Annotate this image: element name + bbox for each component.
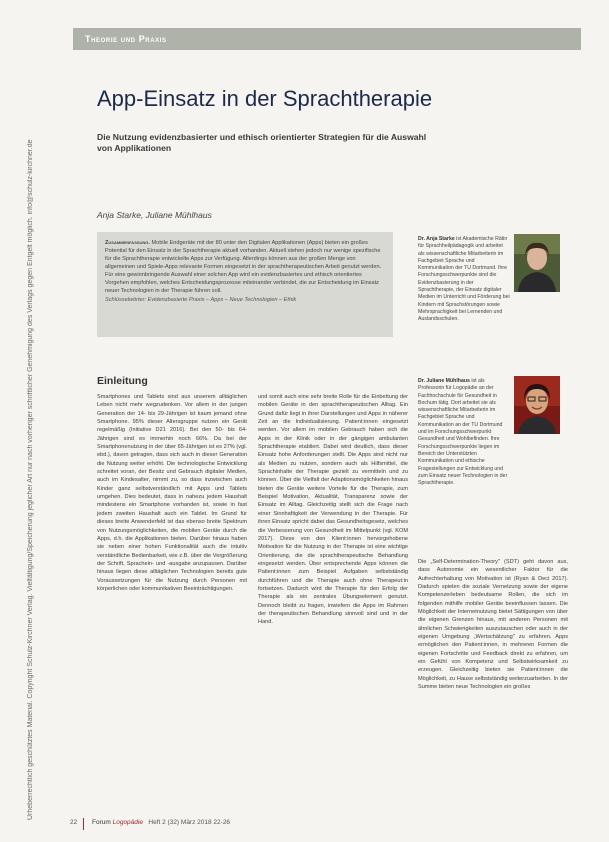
- body-column-1: Smartphones und Tablets sind aus unserem alltäglichen Leben nicht mehr wegzudenken. Vor allem in der jungen Generation der 14- bis 29-Jährigen ist kaum jemand ohne Smartphone. 95% dieser Altersgruppe nutzen ein Gerät regelmäßig (Initiative D21 2016). Bei den 50- bis 64-Jährigen sind es immerhin noch 66%. Da bei der Smartphonenutzung in der über 65-Jährigen ist es 27% (vgl. ebd.), davon getragen, dass sich auch in dieser Generation die Nutzung weiter erhöht. Die technologische Entwicklung schreitet voran, der Besitz und Gebrauch digitaler Medien, auch im Kindesalter, nimmt zu, so dass inzwischen auch Kinder ganz selbstverständlich mit Apps und Tablets umgehen. Dies bedeutet, dass in nahezu jedem Haushalt mindestens ein Smartphone vorhanden ist, sowie in fast jedem zweiten Haushalt auch ein Tablet. Im Grund für dieses breite Anwenderfeld ist das ebenso breite Spektrum von Nutzungsmöglichkeiten, die mobilen Geräte durch die Apps, d.h. die Applikationen bieten. Darüber hinaus haben sie neben einer hohen Funktionalität auch die intuitiv verständliche Bedienbarkeit, wie z.B. über die Vergrößerung der Schrift, Sprachein- und -ausgabe anzupassen. Darüber hinaus liegen diese alltäglichen Technologien bereits gute Voraussetzungen für die Nutzung durch Personen mit körperlichen oder kommunikativen Beeinträchtigungen.: [97, 394, 247, 592]
- article-subtitle: Die Nutzung evidenzbasierter und ethisch orientierter Strategien für die Auswahl von Applikationen: [97, 132, 427, 153]
- author-bio-2-text: ist als Professorin für Logopädie an der Fachhochschule für Gesundheit in Bochum tätig. Dort arbeitet sie als wissenschaftliche Mitarbeiterin im Fachgebiet Sprache und Kommunikation an der TU Dortmund und im Forschungsschwerpunkt Gesundheit und Wohlbefinden. Ihre Forschungsschwerpunkte liegen im Bereich der Unterstützten Kommunikation und ethische Fragestellungen zur Entwicklung und zum Einsatz neuer Technologien in der Sprachtherapie.: [418, 378, 508, 487]
- abstract-label: Zusammenfassung.: [105, 240, 150, 246]
- article-title: App-Einsatz in der Sprachtherapie: [97, 86, 433, 111]
- abstract-keywords: Schlüsselwörter: Evidenzbasierte Praxis – Apps – Neue Technologien – Ethik: [105, 297, 297, 303]
- body-column-3: Die „Self-Determination-Theory" (SDT) geht davon aus, dass Autonomie ein wesentlicher Faktor für die Aufrechterhaltung von Motivation ist (Ryan & Deci 2017). Dadurch spielen die soziale Vernetzung sowie der eigene Kompetenzerleben bedeutsame Rollen, die sich im folgenden mithilfe mobiler Geräte beeinflussen lassen. Die Möglichkeit der Internetnutzung bietet Sättigungen von über die eigenen Grenzen hinaus, mit anderen Personen mit ähnlichen Schwierigkeiten auszutauschen oder auch in der eigenen Umgebung „Wertschätzung" zu erfahren. Apps ermöglichen den Patient:innen, in mehreren Formen die eigenen Fortschritte und Feedback direkt zu erfahren, um ein Gefühl von Kompetenz und Selbstwirksamkeit zu erzeugen. Gleichzeitig bieten sie Patient:innen die Möglichkeit, zu Hause selbstständig weiterzuarbeiten. In der Summe bieten neue Technologien ein großes: [418, 559, 568, 691]
- author-bio-1-text: ist Akademische Rätin für Sprachheilpädagogik und arbeitet als wissenschaftliche Mitarbeiterin im Fachgebiet Sprache und Kommunikation der TU Dortmund. Ihre Forschungsschwerpunkte sind die Evidenzbasierung in der Sprachtherapie, der Einsatz digitaler Medien im Unterricht und Förderung bei Kindern mit Sprachstörungen sowie Mehrsprachigkeit bei Lernenden und Auslandsschulen.: [418, 236, 510, 323]
- author-bio-2: [418, 378, 510, 487]
- author-bio-2-name: Dr. Juliane Mühlhaus: [418, 378, 470, 384]
- author-bio-1-continued: [418, 292, 588, 366]
- journal-name-a: Forum: [92, 819, 111, 826]
- issue-info: Heft 2 (32) März 2018 22-26: [148, 819, 231, 826]
- author-bio-1-name: Dr. Anja Starke: [418, 236, 455, 242]
- copyright-notice: Urheberrechtlich geschütztes Material. Copyright Schulz-Kirchner Verlag. Vielfältigung/Speicherung jeglicher Art nur nach vorheriger schriftlicher Genehmigung des Verlags gegen Entgelt möglich. info@schulz-kirchner.de: [27, 139, 34, 820]
- section-label: Theorie und Praxis: [73, 28, 581, 50]
- page-number: 22: [70, 819, 78, 826]
- journal-name-b: Logopädie: [112, 819, 143, 826]
- abstract-box: [97, 232, 393, 337]
- author-bio-1: [418, 236, 510, 323]
- article-authors: Anja Starke, Juliane Mühlhaus: [97, 210, 212, 220]
- author-photo-2: [514, 376, 560, 434]
- author-photo-1: [514, 234, 560, 292]
- section-heading: Einleitung: [97, 375, 148, 387]
- body-column-2: und somit auch eine sehr breite Rolle für die Einbettung der mobilen Geräte in den sprachtherapeutischen Alltag. Ein Grund dafür liegt in ihrer Darstellungen und Apps in näherer Zeit an die Individualisierung. Patient:innen eingesetzt werden. Vor allem im mobilen Gebrauch haben sich die Apps in der Klinik oder in der gängigen ambulanten Sprachtherapie etabliert. Dabei wird deutlich, dass dieser Einsatz hohe Anforderungen stellt. Die Apps sind nicht nur als Medien zu nutzen, sondern auch als Hilfsmittel, die Sprachinhalte der Therapie gezielt zu vermitteln und zu können. Über die Vielfalt der Adaptionsmöglichkeiten hinaus bieten die Geräte weitere Vorteile für die Therapie, zum Beispiel Motivation, Aktualität, Transparenz sowie der Einsatz im Alltag. Gleichzeitig stellt sich die Frage nach einer Sinnhaftigkeit der Verwendung in der Therapie. Für ihren Einsatz spricht dabei das Gesundheitsgesetz, welches die Verbesserung von Gesundheit im Mittelpunkt (vgl. KOM 2017). Diese von den Klient:innen hervorgehobene Motivation für die Nutzung in der Therapie ist eine wichtige Orientierung, die die sprachtherapeutische Behandlung eingesetzt werden. Über entsprechende Apps können die Patient:innen zum Beispiel Aufgaben selbstständig durchführen und die Therapie auch ohne Therapeut:in fortsetzen. Dadurch wird die Therapie für den Erfolg der Therapie als ein zentrales Übungselement genutzt. Dennoch bleibt zu fragen, inwiefern die Apps im Rahmen der therapeutischen Behandlung sinnvoll sind und in der Hand.: [258, 394, 408, 626]
- footer-rule: [83, 818, 84, 830]
- abstract-text: Mobile Endgeräte mit der 80 unter den Digitalen Applikationen (Apps) bieten ein großes Potential für den Einsatz in der Sprachtherapie aktuell vorhanden. Aktuell stehen jedoch nur wenige spezifische für die Sprachtherapie entwickelte Apps zur Verfügung. Allerdings können aus der großen Menge von allgemeinen und Spiele-Apps relevante Formen eingesetzt in der sprachtherapeutischen Arbeit genutzt werden. Für eine gewinnbringende Auswahl einer solchen App wird ein evidenzbasiertes und ethisch orientiertes Vorgehen empfohlen, welches Entscheidungsprozesse miteinander verbindet, die zur Entscheidung im Einsatz neuer Technologien in der Therapie führen soll.: [105, 240, 382, 294]
